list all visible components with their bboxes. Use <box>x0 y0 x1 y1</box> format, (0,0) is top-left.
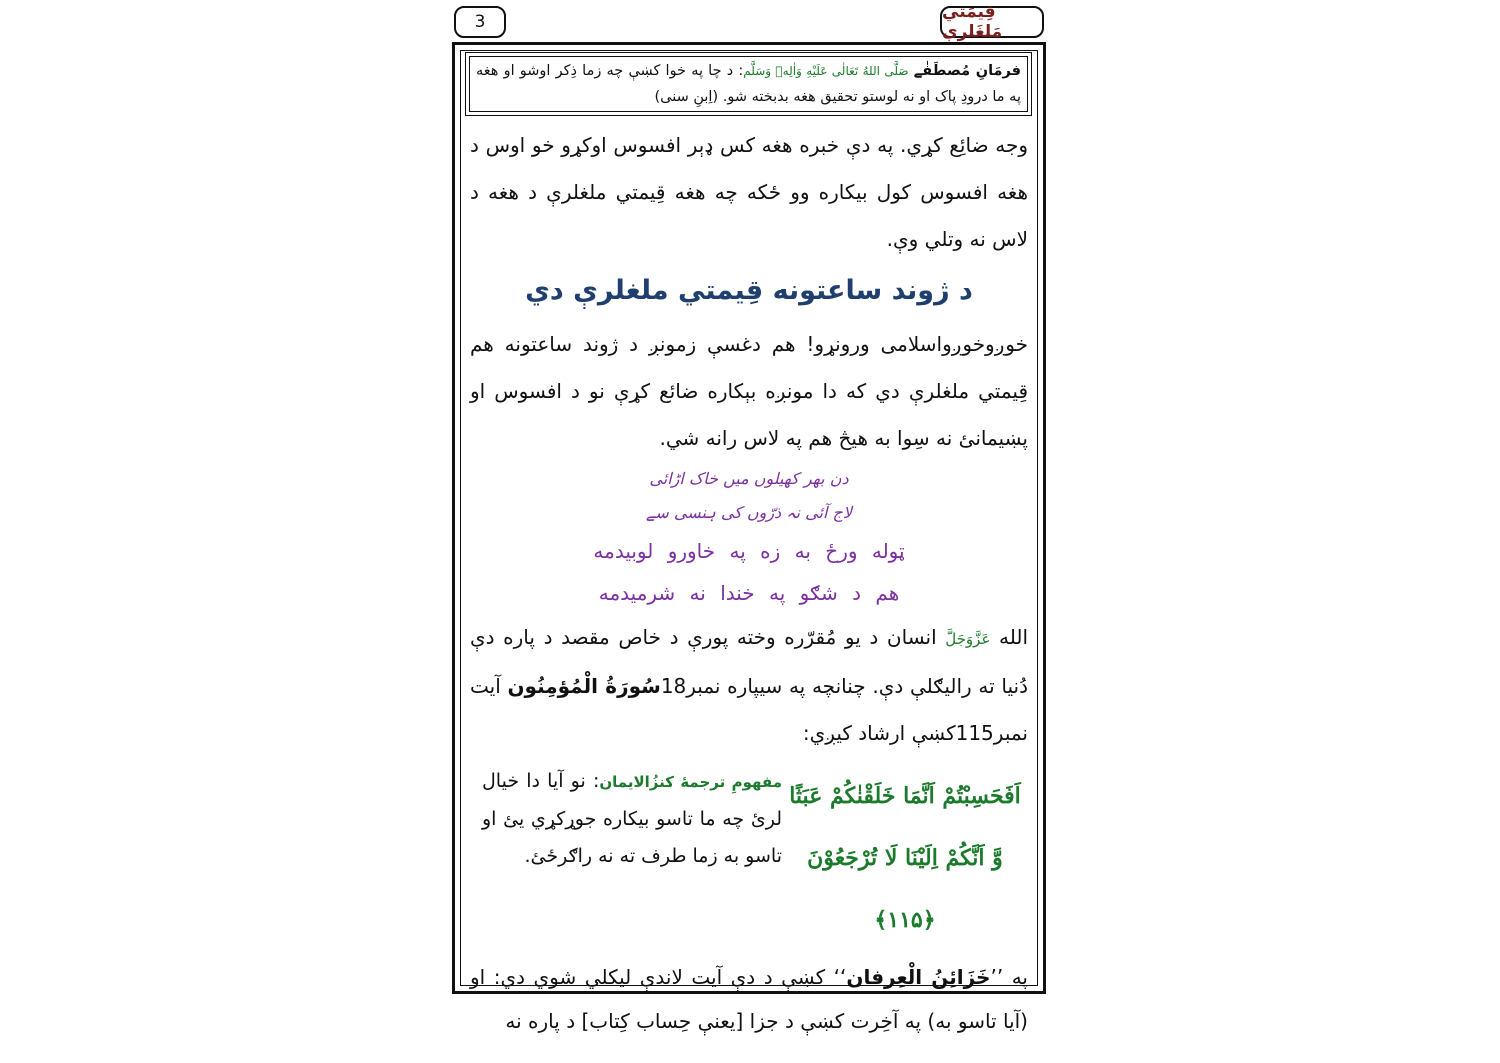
paragraph-4-prefix: په ’’ <box>990 965 1028 989</box>
surah-name: سُورَةُ الْمُؤمِنُون <box>507 674 661 698</box>
quran-ayah-line-2: وَّ اَنَّكُمْ اِلَيْنَا لَا تُرْجَعُوْنَ ﴿۱۱۵﴾ <box>807 845 1003 933</box>
quran-ayah-line-1: اَفَحَسِبْتُمْ اَنَّمَا خَلَقْنٰكُمْ عَبَثًا <box>789 783 1021 809</box>
hadith-text: : د چا په خوا کښې چه زما ذِکر اوشو او هغه په ما درودِ پاک او نه لوستو تحقيق هغه بدبخته شو. (اِبنِ سنی) <box>476 63 1021 105</box>
paragraph-1: وجه ضائِع کړي. په دې خبره هغه کس ډېر افسوس اوکړو خو اوس د هغه افسوس کول بيکاره وو ځکه چه هغه قِيمتي ملغلرې د هغه د لاس نه وتلي وې. <box>470 133 1028 251</box>
quran-ayah <box>782 761 1028 951</box>
urdu-couplet-line-1: دن بھر کھیلوں میں خاک اڑائی <box>649 469 849 488</box>
page-number: 3 <box>474 12 486 32</box>
pashto-couplet <box>470 530 1028 614</box>
book-name: خَزَائِنُ الْعِرفان <box>846 965 991 989</box>
urdu-couplet-line-2: لاج آئی نہ ذرّوں کی ہنسی سے <box>646 503 852 522</box>
allah-word: الله <box>999 625 1029 649</box>
paragraph-3-text: انسان د يو مُقرّره وخته پورې د خاص مقصد د پاره دې دُنيا ته راليګلې دې. چنانچه په سيپاره نمبر <box>470 625 1028 698</box>
paragraph-3 <box>470 614 1028 757</box>
pashto-couplet-line-1: ټوله ورځ به زه په خاورو لوبيدمه <box>593 539 905 563</box>
book-title: قِيمَتي مَلغَلرې <box>942 2 1003 42</box>
urdu-couplet <box>470 462 1028 530</box>
section-heading: د ژوند ساعتونه قِيمتي ملغلرې دي <box>525 275 973 306</box>
azz-wajal: عَزَّوَجَلَّ <box>945 630 991 648</box>
paragraph-4-text: ‘‘ کښې د دې آيت لاندې ليکلي شوي دي: او (آيا تاسو به) په آخِرت کښې د جزا [يعنې حِساب کِتاب] د پاره نه <box>470 965 1028 1033</box>
pashto-couplet-line-2: هم د شګو په خندا نه شرميدمه <box>598 581 900 605</box>
paragraph-4 <box>470 955 1028 1043</box>
hadith-salawat: صَلَّى اللهُ تَعَالٰى عَلَيْهِ وَاٰلِهٖ وَسَلَّم <box>743 64 909 78</box>
ayah-translation <box>482 761 782 951</box>
page-number-badge <box>454 6 506 38</box>
para-number: 18 <box>660 674 687 698</box>
translation-label: مفهومِ ترجمهٔ کنزُالایمان <box>599 773 782 791</box>
ayah-block <box>470 761 1028 951</box>
ayah-number: 115 <box>955 721 994 745</box>
translation-text: : نو آيا دا خيال لرئ چه ما تاسو بيکاره جوړکړي يئ او تاسو به زما طرف ته نه راګرځئ. <box>482 770 782 867</box>
main-content <box>470 122 1028 1063</box>
hadith-box <box>465 52 1032 116</box>
document-page <box>452 2 1046 1033</box>
paragraph-3-text-2: آيت نمبر <box>470 674 1028 745</box>
paragraph-3-text-3: کښې ارشاد کيږي: <box>802 721 956 745</box>
hadith-text-container <box>469 56 1028 112</box>
paragraph-2: خوږوخوږواسلامی ورونړو! هم دغسې زمونږ د ژوند ساعتونه هم قِيمتي ملغلرې دي که دا مونږه بېکاره ضائع کړې نو د افسوس او پښيمانئ نه سِوا به هيڅ هم په لاس رانه شي. <box>470 332 1028 450</box>
book-title-badge <box>940 2 1044 42</box>
hadith-lead: فرمَانِ مُصطَفٰے <box>913 63 1022 79</box>
